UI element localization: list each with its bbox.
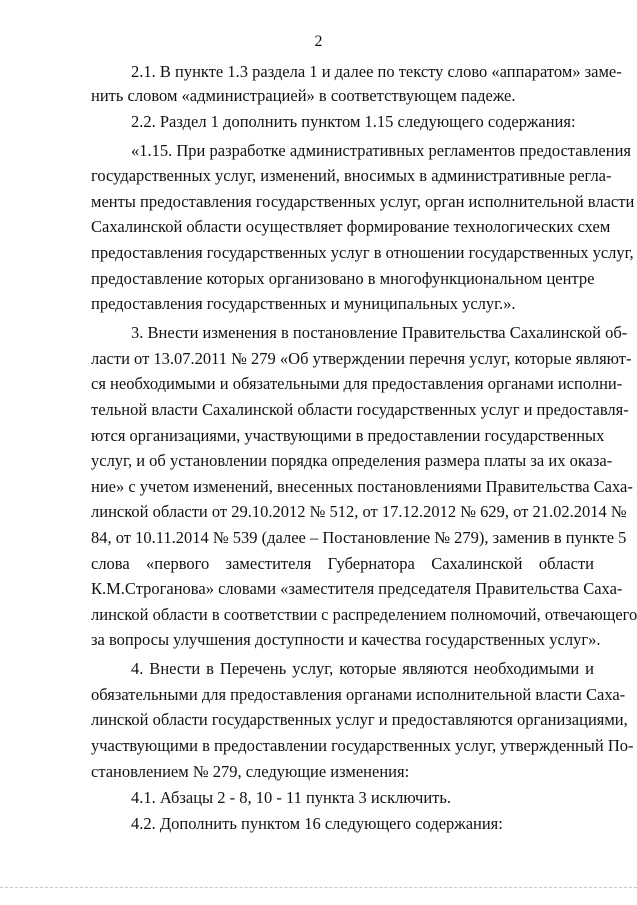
text-line: слова «первого заместителя Губернатора Сахалинской области — [91, 554, 594, 573]
text-line: услуг, и об установлении порядка определения размера платы за их оказа- — [91, 451, 613, 470]
text-line: линской области в соответствии с распределением полномочий, отвечающего — [91, 605, 637, 624]
text-line: ние» с учетом изменений, внесенных постановлениями Правительства Саха- — [91, 477, 633, 496]
text-line: предоставление которых организовано в многофункциональном центре — [91, 269, 595, 288]
text-line: «1.15. При разработке административных регламентов предоставления — [131, 141, 632, 160]
text-line: предоставления государственных услуг в отношении государственных услуг, — [91, 243, 634, 262]
text-line: менты предоставления государственных услуг, орган исполнительной власти — [91, 192, 635, 211]
text-line: нить словом «администрацией» в соответствующем падеже. — [91, 86, 516, 105]
text-line: ются организациями, участвующими в предоставлении государственных — [91, 426, 605, 445]
page-number: 2 — [314, 33, 323, 50]
text-line: участвующими в предоставлении государственных услуг, утвержденный По- — [91, 736, 634, 755]
text-line: К.М.Строганова» словами «заместителя председателя Правительства Саха- — [91, 579, 623, 598]
text-line: ся необходимыми и обязательными для предоставления органами исполни- — [91, 374, 623, 393]
text-line: за вопросы улучшения доступности и качества государственных услуг». — [91, 630, 601, 649]
text-line: 3. Внести изменения в постановление Правительства Сахалинской об- — [131, 323, 628, 342]
text-line: линской области государственных услуг и предоставляются организациями, — [91, 710, 628, 729]
text-line: ласти от 13.07.2011 № 279 «Об утверждении перечня услуг, которые являют- — [91, 349, 632, 368]
text-line: 2.1. В пункте 1.3 раздела 1 и далее по тексту слово «аппаратом» заме- — [131, 62, 622, 81]
text-line: 4.2. Дополнить пунктом 16 следующего содержания: — [131, 814, 503, 833]
text-line: обязательными для предоставления органами исполнительной власти Саха- — [91, 685, 626, 704]
text-line: становлением № 279, следующие изменения: — [91, 762, 410, 781]
text-line: 4. Внести в Перечень услуг, которые являются необходимыми и — [131, 659, 594, 678]
text-line: Сахалинской области осуществляет формирование технологических схем — [91, 217, 611, 236]
text-line: линской области от 29.10.2012 № 512, от 17.12.2012 № 629, от 21.02.2014 № — [91, 502, 627, 521]
text-line: тельной власти Сахалинской области государственных услуг и предоставля- — [91, 400, 629, 419]
text-line: 84, от 10.11.2014 № 539 (далее – Постановление № 279), заменив в пункте 5 — [91, 528, 627, 547]
text-line: 2.2. Раздел 1 дополнить пунктом 1.15 следующего содержания: — [131, 112, 576, 131]
text-line: 4.1. Абзацы 2 - 8, 10 - 11 пункта 3 исключить. — [131, 788, 452, 807]
text-line: государственных услуг, изменений, вносимых в административные регла- — [91, 166, 612, 185]
page-edge-divider — [0, 887, 637, 888]
text-line: предоставления государственных и муниципальных услуг.». — [91, 294, 516, 313]
